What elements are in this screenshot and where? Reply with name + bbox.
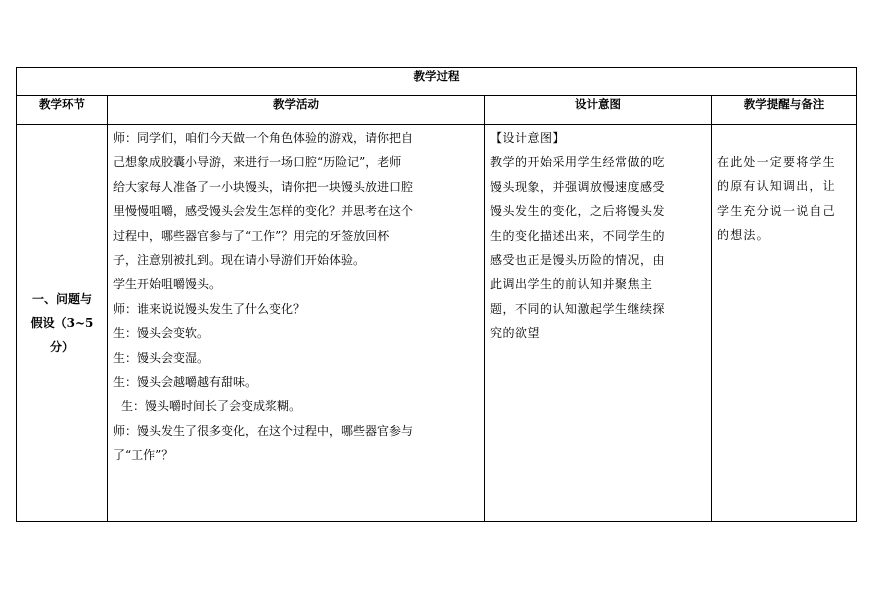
table-title: 教学过程 bbox=[17, 68, 857, 96]
header-activity: 教学活动 bbox=[108, 96, 485, 125]
design-line: 【设计意图】 bbox=[490, 131, 566, 145]
header-stage: 教学环节 bbox=[17, 96, 108, 125]
design-line: 题，不同的认知激起学生继续探 bbox=[490, 301, 666, 316]
activity-line: 己想象成胶囊小导游，来进行一场口腔“历险记”，老师 bbox=[113, 155, 402, 170]
header-design-intent: 设计意图 bbox=[485, 96, 712, 125]
activity-line: 了“工作”？ bbox=[113, 448, 174, 463]
activity-line: 学生开始咀嚼馒头。 bbox=[113, 277, 222, 292]
activity-line: 师：同学们，咱们今天做一个角色体验的游戏，请你把自 bbox=[113, 131, 414, 145]
stage-cell bbox=[17, 125, 108, 522]
design-intent-cell bbox=[485, 125, 712, 522]
design-line: 究的欲望 bbox=[490, 326, 541, 341]
design-line: 此调出学生的前认知并聚焦主 bbox=[490, 277, 653, 292]
stage-line: 假设（3~5 bbox=[30, 316, 94, 330]
notes-cell bbox=[712, 125, 857, 522]
activity-line: 师：谁来说说馒头发生了什么变化？ bbox=[113, 301, 306, 316]
notes-line: 的想法。 bbox=[717, 228, 770, 243]
design-line: 馒头现象，并强调放慢速度感受 bbox=[490, 179, 666, 194]
activity-line: 生：馒头会越嚼越有甜味。 bbox=[113, 374, 258, 389]
activity-line: 师：馒头发生了很多变化，在这个过程中，哪些器官参与 bbox=[113, 423, 414, 438]
activity-line: 生：馒头会变湿。 bbox=[113, 350, 210, 365]
notes-line: 的原有认知调出，让 bbox=[717, 179, 836, 194]
notes-line: 学生充分说一说自己 bbox=[717, 203, 836, 218]
notes-line: 在此处一定要将学生 bbox=[717, 155, 836, 169]
activity-line: 过程中，哪些器官参与了“工作”？用完的牙签放回杯 bbox=[113, 228, 390, 243]
activity-line: 给大家每人准备了一小块馒头，请你把一块馒头放进口腔 bbox=[113, 179, 414, 194]
activity-line: 生：馒头会变软。 bbox=[113, 326, 210, 341]
lesson-process-table bbox=[16, 67, 857, 522]
stage-line: 一、问题与 bbox=[31, 292, 92, 306]
design-line: 教学的开始采用学生经常做的吃 bbox=[490, 155, 666, 170]
activity-line: 子，注意别被扎到。现在请小导游们开始体验。 bbox=[113, 252, 366, 267]
stage-line: 分） bbox=[49, 340, 74, 354]
header-notes: 教学提醒与备注 bbox=[712, 96, 857, 125]
activity-line: 生：馒头嚼时间长了会变成浆糊。 bbox=[121, 399, 302, 414]
activity-line: 里慢慢咀嚼，感受馒头会发生怎样的变化？并思考在这个 bbox=[113, 204, 414, 219]
design-line: 馒头发生的变化，之后将馒头发 bbox=[490, 204, 666, 219]
design-line: 感受也正是馒头历险的情况，由 bbox=[490, 252, 666, 267]
design-line: 生的变化描述出来，不同学生的 bbox=[490, 228, 666, 243]
activity-cell bbox=[108, 125, 485, 522]
